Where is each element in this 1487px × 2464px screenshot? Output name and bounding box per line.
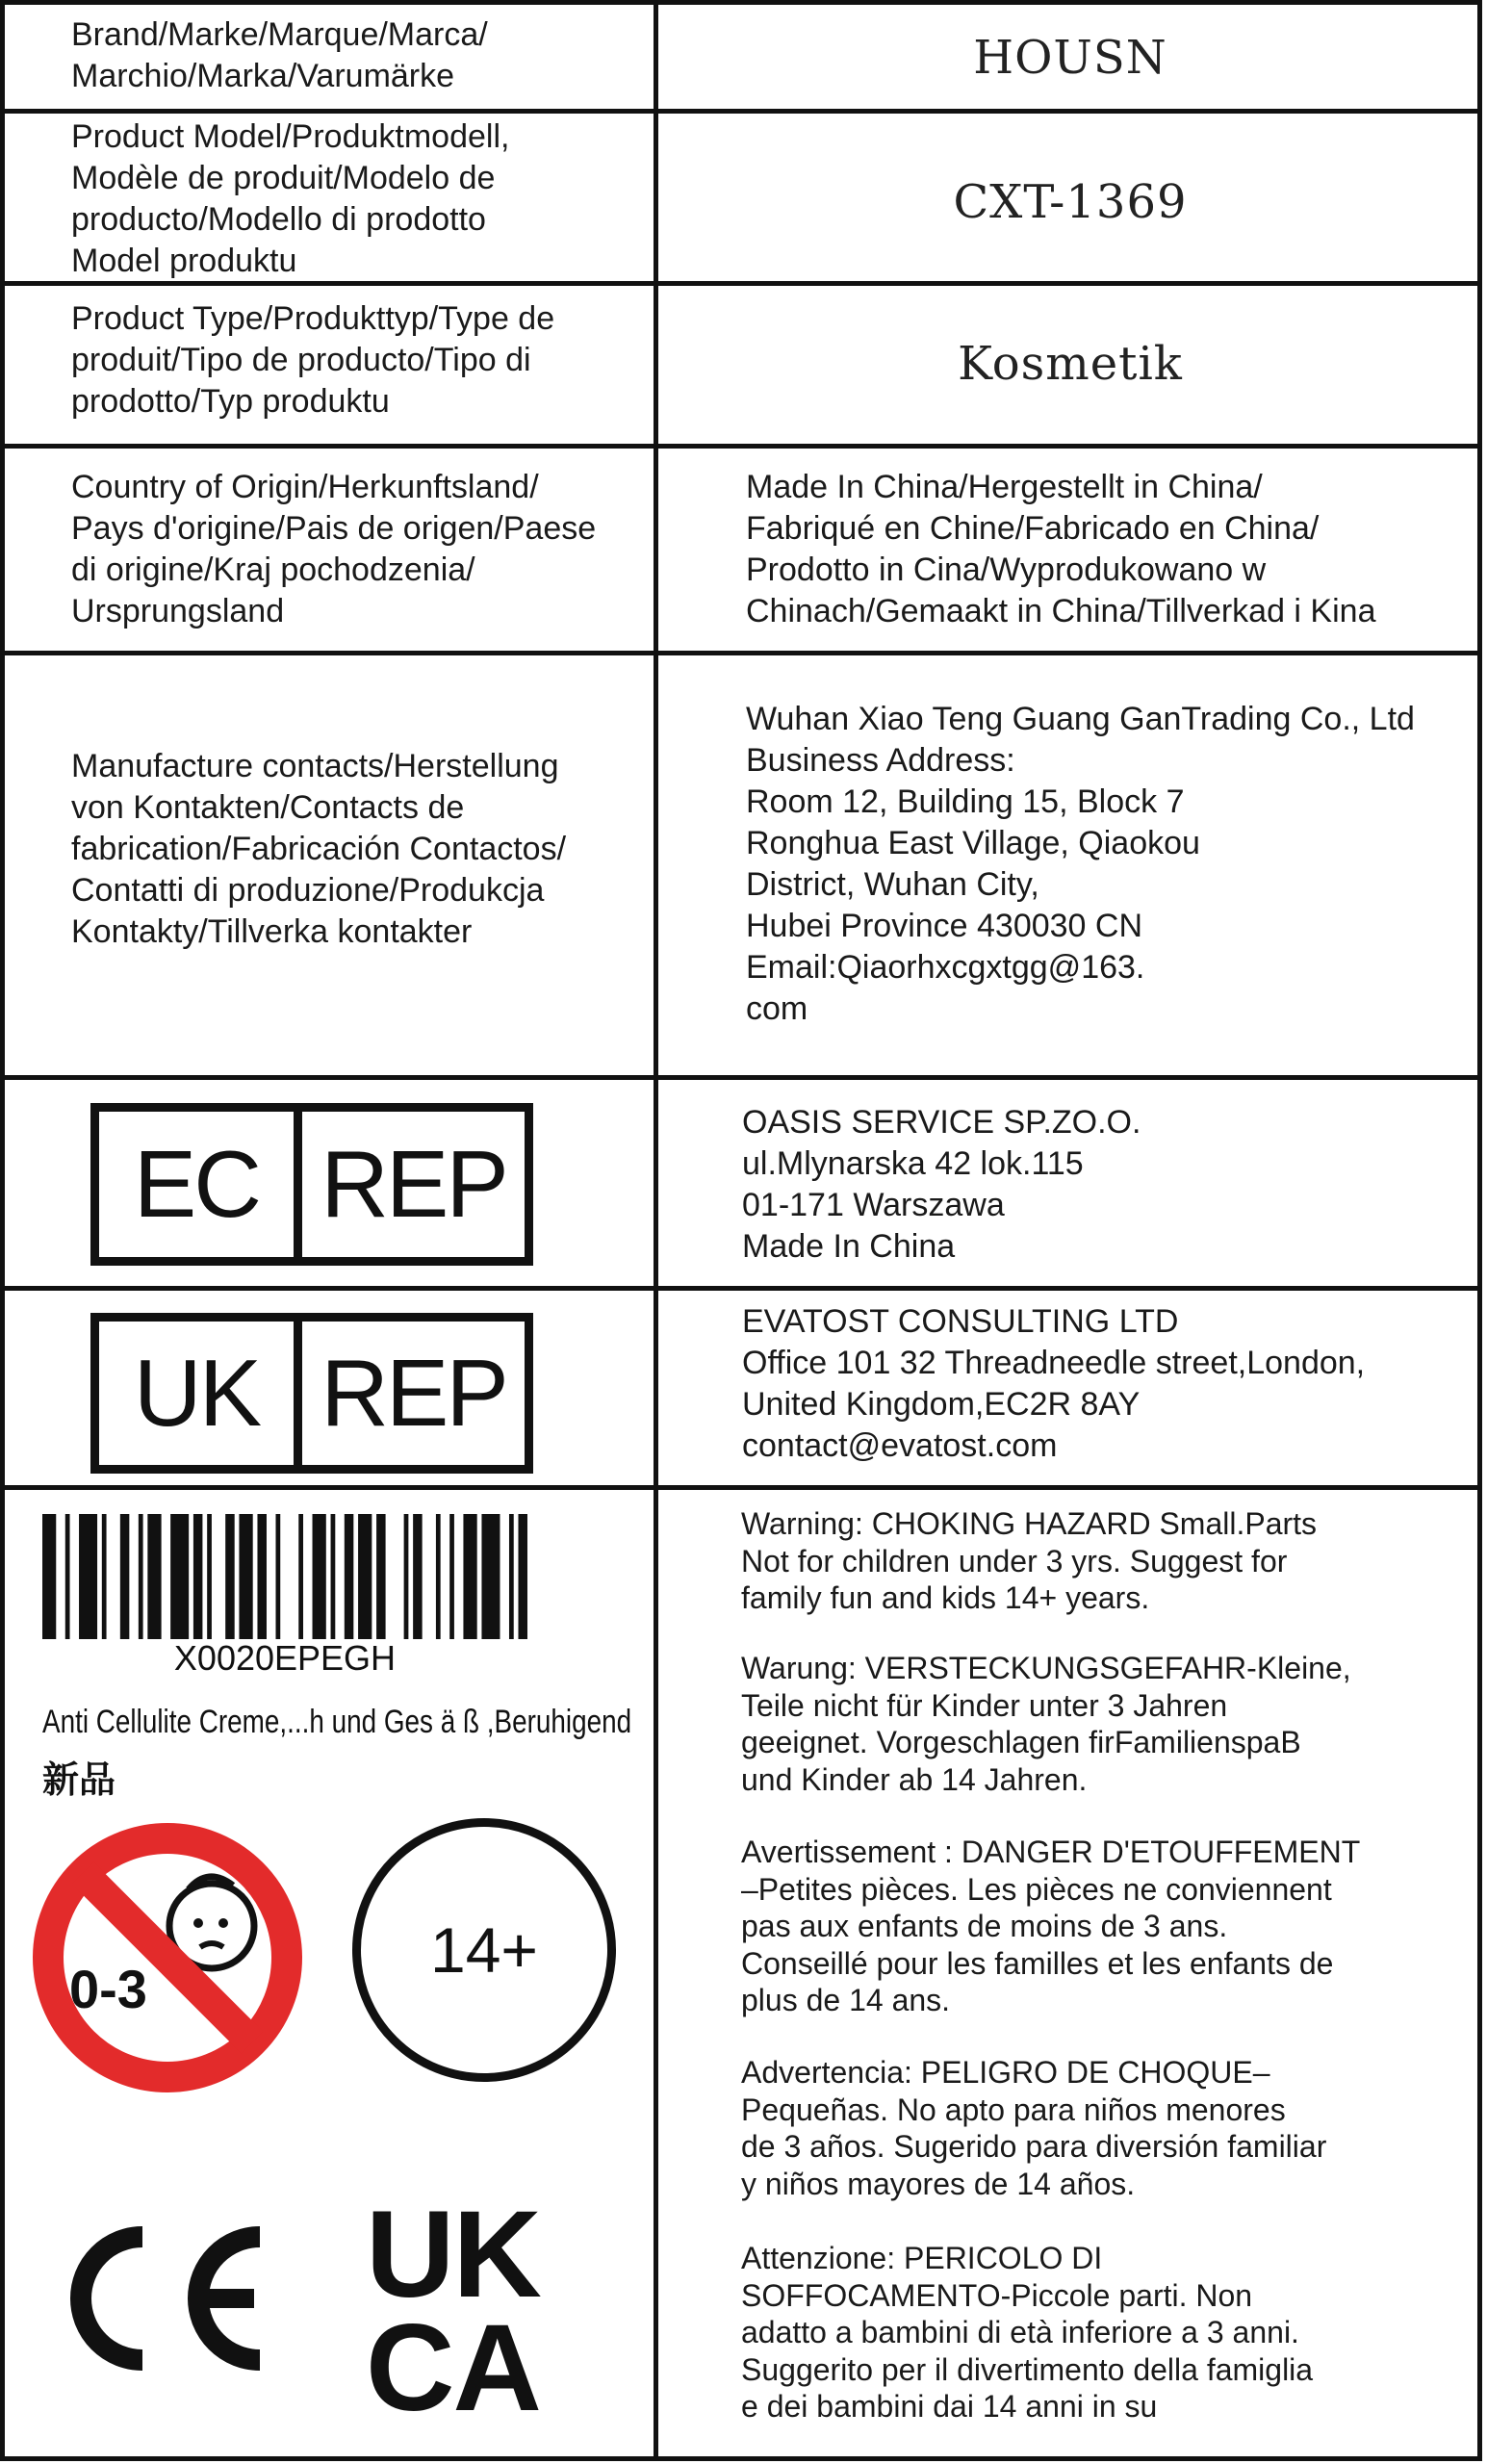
- barcode-bar: [139, 1514, 143, 1639]
- barcode-bar: [65, 1514, 70, 1639]
- barcode-number: X0020EPEGH: [173, 1638, 397, 1678]
- barcode-bar: [509, 1514, 514, 1639]
- ec-rep-right: REP: [320, 1131, 506, 1237]
- ce-mark-icon: [56, 2221, 266, 2375]
- barcode-bar: [298, 1514, 303, 1639]
- barcode-bar: [207, 1514, 212, 1639]
- barcode-bar: [358, 1514, 372, 1639]
- barcode-bar: [170, 1514, 189, 1639]
- barcode-bar: [436, 1514, 441, 1639]
- barcode-bar: [120, 1514, 130, 1639]
- type-value: Kosmetik: [958, 337, 1183, 391]
- barcode-bar: [102, 1514, 107, 1639]
- row-divider: [0, 1485, 1482, 1490]
- barcode-bar: [225, 1514, 235, 1639]
- barcode-bar: [193, 1514, 203, 1639]
- ukca-bottom-text: CA: [366, 2299, 540, 2416]
- brand-label: Brand/Marke/Marque/Marca/ Marchio/Marka/Varumärke: [71, 16, 488, 94]
- product-name: Anti Cellulite Creme,...h und Ges ä ß ,Beruhigend: [42, 1704, 632, 1740]
- warning-french: Avertissement : DANGER D'ETOUFFEMENT –Petites pièces. Les pièces ne conviennent pas aux enfants de moins de 3 ans. Conseillé pour les familles et les enfants de plus de 14 ans.: [741, 1835, 1361, 2017]
- row-divider: [0, 1286, 1482, 1291]
- barcode-bar: [413, 1514, 423, 1639]
- warning-german: Warung: VERSTECKUNGSGEFAHR-Kleine, Teile nicht für Kinder unter 3 Jahren geeignet. Vorgeschlagen firFamilienspaB und Kinder ab 14 Jahren.: [741, 1651, 1351, 1797]
- uk-rep-separator: [294, 1322, 302, 1465]
- origin-label: Country of Origin/Herkunftsland/ Pays d'origine/Pais de origen/Paese di origine/Kraj pochodzenia/ Ursprungsland: [71, 469, 597, 629]
- model-label: Product Model/Produktmodell, Modèle de produit/Modelo de producto/Modello di prodotto Model produktu: [71, 118, 510, 279]
- barcode-bar: [449, 1514, 454, 1639]
- uk-rep-symbol: [90, 1313, 533, 1474]
- barcode-bar: [518, 1514, 527, 1639]
- barcode-bar: [275, 1514, 280, 1639]
- barcode-bar: [239, 1514, 252, 1639]
- age-14-plus-icon: 14+: [352, 1818, 616, 2082]
- barcode-bar: [463, 1514, 476, 1639]
- warning-english: Warning: CHOKING HAZARD Small.Parts Not for children under 3 yrs. Suggest for family fun and kids 14+ years.: [741, 1506, 1318, 1615]
- ec-rep-value: OASIS SERVICE SP.ZO.O. ul.Mlynarska 42 lok.115 01-171 Warszawa Made In China: [742, 1104, 1141, 1265]
- brand-value: HOUSN: [973, 31, 1167, 85]
- barcode-bar: [331, 1514, 336, 1639]
- barcode-bar: [147, 1514, 161, 1639]
- new-tag: 新品: [42, 1758, 116, 1801]
- origin-value: Made In China/Hergestellt in China/ Fabriqué en Chine/Fabricado en China/ Prodotto in Cina/Wyprodukowano w Chinach/Gemaakt in China/Tillverkad i Kina: [746, 469, 1376, 629]
- ukca-top-text: UK: [366, 2194, 540, 2323]
- barcode-bar: [257, 1514, 267, 1639]
- manufacturer-value: Wuhan Xiao Teng Guang GanTrading Co., Ltd Business Address: Room 12, Building 15, Block 7 Ronghua East Village, Qiaokou District, Wuhan City, Hubei Province 430030 CN Email:Qiaorhxcgxtgg@163. com: [746, 701, 1415, 1027]
- no-children-age-text: 0-3: [69, 1959, 147, 2019]
- row-divider: [0, 1075, 1482, 1080]
- manufacturer-label: Manufacture contacts/Herstellung von Kontakten/Contacts de fabrication/Fabricación Contactos/ Contatti di produzione/Produkcja Kontakty/Tillverka kontakter: [71, 748, 567, 950]
- type-label: Product Type/Produkttyp/Type de produit/Tipo de producto/Tipo di prodotto/Typ produktu: [71, 300, 555, 420]
- warning-italian: Attenzione: PERICOLO DI SOFFOCAMENTO-Piccole parti. Non adatto a bambini di età inferiore a 3 anni. Suggerito per il divertimento della famiglia e dei bambini dai 14 anni in su: [741, 2241, 1314, 2424]
- barcode-bar: [481, 1514, 500, 1639]
- uk-rep-value: EVATOST CONSULTING LTD Office 101 32 Threadneedle street,London, United Kingdom,EC2R 8AY contact@evatost.com: [742, 1303, 1366, 1464]
- barcode-icon: [42, 1514, 527, 1639]
- ec-rep-left: EC: [133, 1131, 260, 1237]
- barcode-bar: [376, 1514, 386, 1639]
- barcode-bar: [42, 1514, 56, 1639]
- model-value: CXT-1369: [953, 175, 1188, 229]
- barcode-bar: [79, 1514, 97, 1639]
- uk-rep-left: UK: [133, 1340, 260, 1446]
- barcode-bar: [313, 1514, 326, 1639]
- row-divider: [0, 651, 1482, 655]
- ec-rep-symbol: [90, 1103, 533, 1266]
- ukca-mark-icon: [366, 2194, 587, 2416]
- uk-rep-right: REP: [320, 1340, 506, 1446]
- row-divider: [0, 444, 1482, 449]
- row-divider: [0, 109, 1482, 114]
- ec-rep-separator: [294, 1112, 302, 1257]
- no-children-under-3-icon: [27, 1817, 308, 2098]
- barcode-bar: [345, 1514, 354, 1639]
- warning-spanish: Advertencia: PELIGRO DE CHOQUE– Pequeñas. No apto para niños menores de 3 años. Sugerido para diversión familiar y niños mayores de 14 años.: [741, 2055, 1327, 2201]
- barcode-bar: [404, 1514, 409, 1639]
